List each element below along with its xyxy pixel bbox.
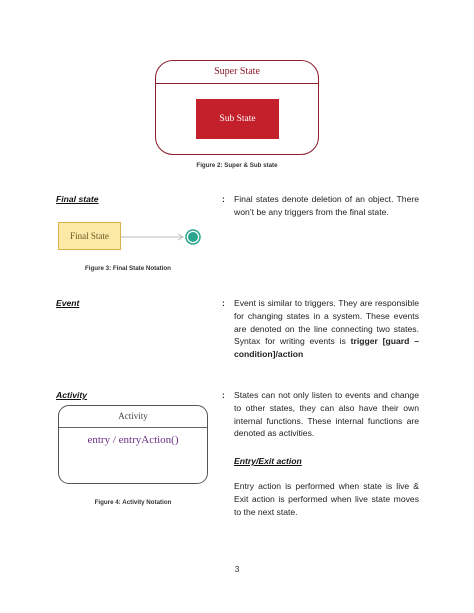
final-state-box: Final State: [58, 222, 121, 250]
activity-heading: Activity: [56, 390, 88, 400]
final-state-description: Final states denote deletion of an object. There won’t be any triggers from the final state.: [234, 194, 419, 217]
super-state-label: Super State: [214, 66, 260, 77]
final-state-marker-icon: [188, 232, 198, 242]
activity-box-title: Activity: [118, 411, 148, 421]
sub-state-box: Sub State: [196, 99, 279, 139]
event-text: Event is similar to triggers. They are responsible for changing states in a system. These events are denoted on the line connecting two states. Syntax for writing events is: [234, 298, 419, 347]
final-state-heading: Final state: [56, 194, 99, 204]
super-state-divider: [156, 83, 318, 84]
event-colon: :: [222, 298, 225, 308]
activity-entry-action: entry / entryAction(): [87, 434, 179, 446]
super-state-diagram: [155, 60, 319, 155]
event-syntax: trigger [guard – condition]/action: [234, 336, 419, 360]
figure-4-caption: Figure 4: Activity Notation: [94, 499, 172, 506]
figure-2-caption: Figure 2: Super & Sub state: [196, 162, 278, 169]
page-number: 3: [234, 564, 240, 574]
final-state-colon: :: [222, 194, 225, 204]
event-description: [234, 297, 419, 361]
figure-3-caption: Figure 3: Final State Notation: [85, 265, 171, 272]
final-state-arrow: [121, 229, 205, 245]
activity-box-divider: [59, 427, 207, 428]
event-heading: Event: [56, 298, 80, 308]
activity-colon: :: [222, 390, 225, 400]
activity-diagram: [58, 405, 208, 484]
entry-exit-description: Entry action is performed when state is live & Exit action is performed when live state moves to the next state.: [234, 481, 419, 517]
activity-description: States can not only listen to events and change to other states, they can also have their own internal functions. These internal functions are denoted as activities.: [234, 390, 419, 439]
entry-exit-heading: Entry/Exit action: [234, 456, 302, 466]
